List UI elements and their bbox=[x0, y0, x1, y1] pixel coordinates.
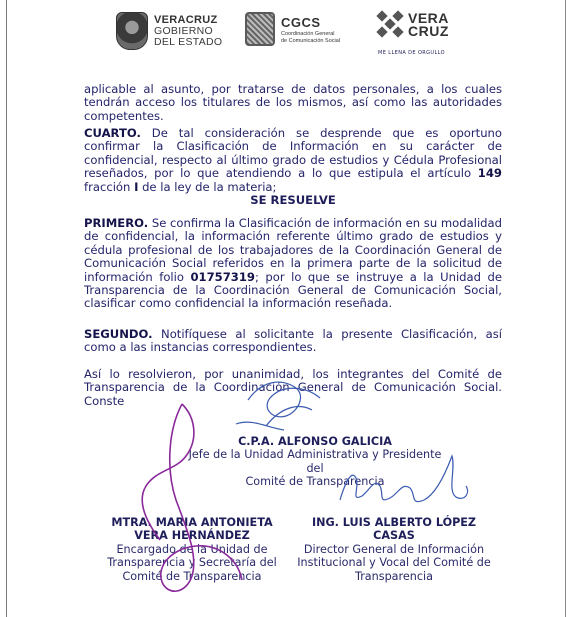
secretary-role-line1: Encargado de la Unidad de bbox=[116, 542, 268, 556]
president-role-line2: Comité de Transparencia bbox=[245, 475, 385, 489]
secretary-role-line3: Comité de Transparencia bbox=[122, 569, 262, 583]
primero-text-a: Se confirma la Clasificación de información en su modalidad de confidencial, la información referente último grado de estudios y cédula profesional de los trabajadores de la Coordinación General de Comunicación Social referidos en la primera parte de la solicitud de información folio bbox=[84, 216, 502, 284]
logo-vc-line1: VERA bbox=[408, 10, 449, 26]
seal-icon bbox=[245, 12, 275, 46]
vocal-name-line1: ING. LUIS ALBERTO LÓPEZ bbox=[311, 516, 477, 529]
segundo-text: Notifíquese al solicitante la presente Clasificación, así como a las instancias correspondientes. bbox=[84, 327, 502, 355]
signature-block-president bbox=[180, 435, 450, 489]
page-border-left bbox=[6, 0, 7, 617]
coat-of-arms-icon bbox=[116, 12, 148, 50]
primero-text-b: ; por lo que se instruye a la Unidad de Transparencia de la Coordinación General de Comunicación Social, clasificar como confidencial la información reseñada. bbox=[84, 269, 502, 311]
section-heading: SE RESUELVE bbox=[250, 193, 336, 207]
vocal-name-line2: CASAS bbox=[373, 529, 415, 543]
label-segundo: SEGUNDO. bbox=[84, 327, 153, 341]
vocal-role-line3: Transparencia bbox=[355, 569, 433, 583]
paragraph-primero bbox=[84, 217, 502, 311]
signature-block-vocal bbox=[294, 516, 494, 583]
logo-cgcs-text bbox=[281, 15, 340, 44]
cuarto-text-c: de la ley de la materia; bbox=[138, 179, 277, 194]
logo-cgcs-sub1: Coordinación General bbox=[281, 30, 335, 37]
cuarto-text-b: fracción bbox=[84, 179, 135, 194]
paragraph-intro: aplicable al asunto, por tratarse de datos personales, a los cuales tendrán acceso los titulares de los mismos, así como las autoridades competentes. bbox=[84, 82, 502, 123]
secretary-name-line1: MTRA. MARIA ANTONIETA bbox=[111, 516, 273, 529]
logo-veracruz-line1: VERACRUZ bbox=[154, 13, 218, 26]
paragraph-closing: Así lo resolvieron, por unanimidad, los integrantes del Comité de Transparencia de la Coordinación General de Comunicación Social. Conste bbox=[84, 367, 502, 408]
logo-veracruz-brand bbox=[378, 10, 449, 56]
logo-cgcs-title: CGCS bbox=[281, 14, 321, 30]
article-number: 149 bbox=[477, 166, 502, 181]
logo-cgcs bbox=[245, 12, 340, 46]
folio-number: 01757319 bbox=[190, 269, 255, 284]
fraction-number: I bbox=[134, 179, 139, 194]
cuarto-text-a: De tal consideración se desprende que es oportuno confirmar la Clasificación de Información en su carácter de confidencial, respecto al último grado de estudios y Cédula Profesional reseñados, por lo que atendiendo a lo que estipula el artículo bbox=[84, 126, 502, 181]
president-role-line1: Jefe de la Unidad Administrativa y Presidente del bbox=[188, 448, 442, 475]
x-mark-icon bbox=[378, 12, 404, 38]
logo-veracruz-government bbox=[116, 12, 222, 50]
secretary-role-line2: Transparencia y Secretaría del bbox=[107, 556, 277, 570]
page-border-right bbox=[565, 0, 566, 617]
vocal-role-line2: Institucional y Vocal del Comité de bbox=[297, 556, 491, 570]
president-name: C.P.A. ALFONSO GALICIA bbox=[238, 435, 392, 448]
logo-vc-text bbox=[408, 12, 449, 38]
label-primero: PRIMERO. bbox=[84, 216, 149, 230]
paragraph-cuarto bbox=[84, 127, 502, 194]
label-cuarto: CUARTO. bbox=[84, 126, 141, 140]
logo-vc-line2: CRUZ bbox=[408, 23, 449, 39]
letterhead bbox=[0, 8, 572, 58]
logo-veracruz-text bbox=[154, 15, 222, 48]
secretary-name-line2: VERA HERNÁNDEZ bbox=[134, 529, 250, 543]
paragraph-segundo bbox=[84, 328, 502, 355]
vocal-role-line1: Director General de Información bbox=[303, 542, 485, 556]
signature-block-secretary bbox=[92, 516, 292, 583]
logo-veracruz-line2: GOBIERNO bbox=[154, 24, 213, 37]
logo-veracruz-line3: DEL ESTADO bbox=[154, 35, 223, 48]
logo-vc-tagline: ME LLENA DE ORGULLO bbox=[378, 50, 446, 56]
logo-cgcs-sub2: de Comunicación Social bbox=[281, 37, 341, 44]
